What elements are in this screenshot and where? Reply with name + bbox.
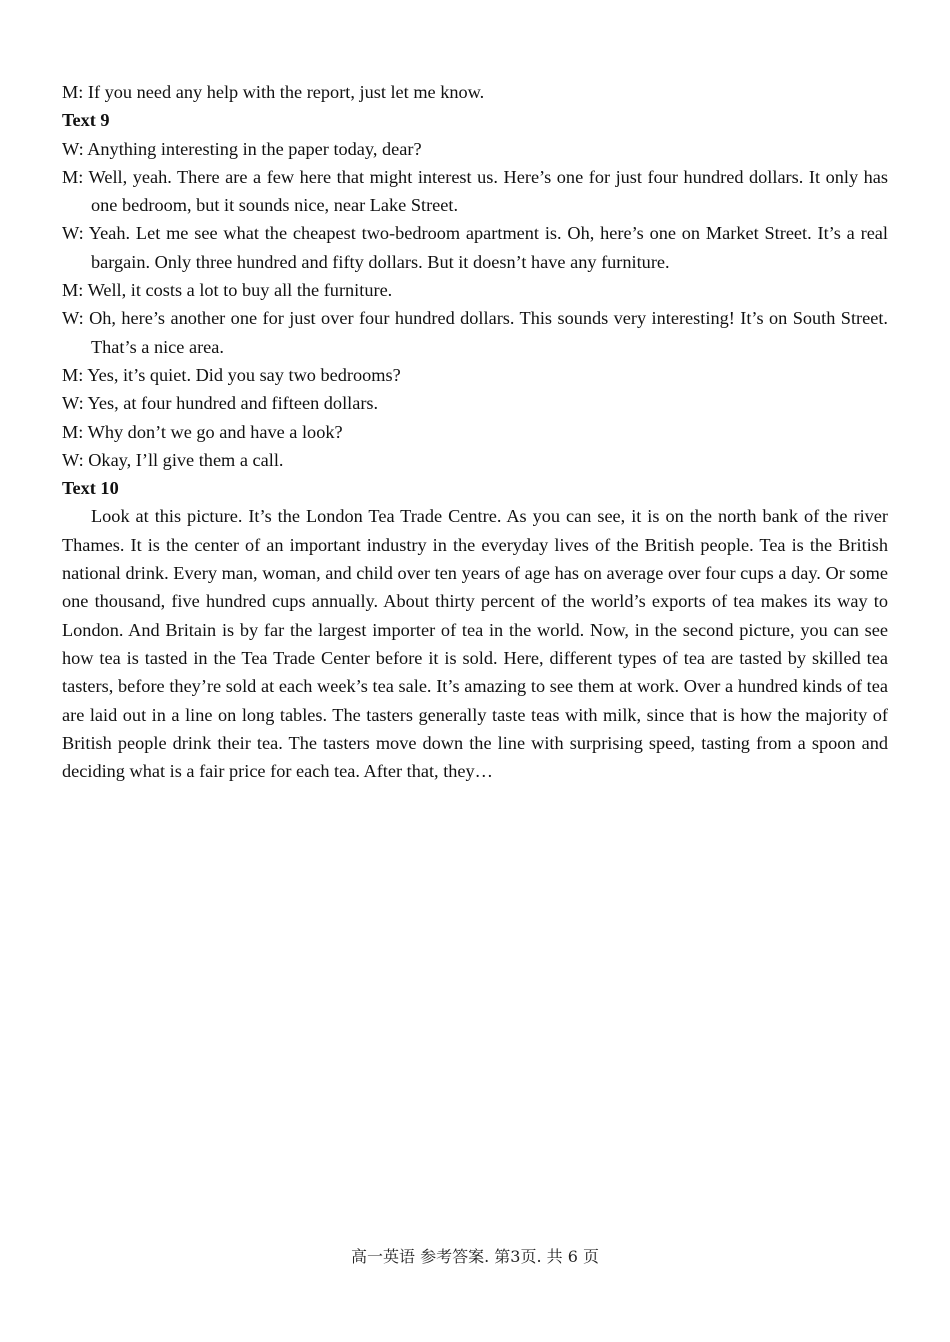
text9-heading: Text 9 (62, 110, 110, 131)
document-body (62, 78, 888, 785)
dialogue-line: W: Anything interesting in the paper today, dear? (62, 138, 422, 159)
dialogue-line: W: Yeah. Let me see what the cheapest two-bedroom apartment is. Oh, here’s one on Market Street. It’s a real bargain. Only three hundred and fifty dollars. But it doesn’t have any furniture. (62, 223, 888, 272)
dialogue-line: M: Well, yeah. There are a few here that might interest us. Here’s one for just four hundred dollars. It only has one bedroom, but it sounds nice, near Lake Street. (62, 166, 888, 216)
dialogue-line: M: Yes, it’s quiet. Did you say two bedrooms? (62, 364, 401, 385)
text10-heading: Text 10 (62, 478, 119, 499)
text9-dialogue (62, 135, 888, 475)
dialogue-line: W: Oh, here’s another one for just over four hundred dollars. This sounds very interesting! It’s on South Street. That’s a nice area. (62, 308, 888, 357)
intro-dialogue-line: M: If you need any help with the report, just let me know. (62, 82, 485, 102)
dialogue-line: M: Why don’t we go and have a look? (62, 421, 343, 442)
dialogue-line: W: Yes, at four hundred and fifteen dollars. (62, 393, 379, 414)
text10-paragraph: Look at this picture. It’s the London Tea Trade Centre. As you can see, it is on the north bank of the river Thames. It is the center of an important industry in the everyday lives of the British people. Tea is the British national drink. Every man, woman, and child over ten years of age has on average over four cups a day. Or some one thousand, five hundred cups annually. About thirty percent of the world’s exports of tea makes its way to London. And Britain is by far the largest importer of tea in the world. Now, in the second picture, you can see how tea is tasted in the Tea Trade Center before it is sold. Here, different types of tea are tasted by skilled tea tasters, before they’re sold at each week’s tea sale. It’s amazing to see them at work. Over a hundred kinds of tea are laid out in a line on long tables. The tasters generally taste teas with milk, since that is how the majority of British people drink their tea. The tasters move down the line with surprising speed, tasting from a spoon and deciding what is a fair price for each tea. After that, they… (62, 506, 888, 782)
dialogue-line: W: Okay, I’ll give them a call. (62, 449, 284, 470)
dialogue-line: M: Well, it costs a lot to buy all the furniture. (62, 280, 393, 301)
page-footer: 高一英语 参考答案. 第3页. 共 6 页 (351, 1247, 599, 1266)
